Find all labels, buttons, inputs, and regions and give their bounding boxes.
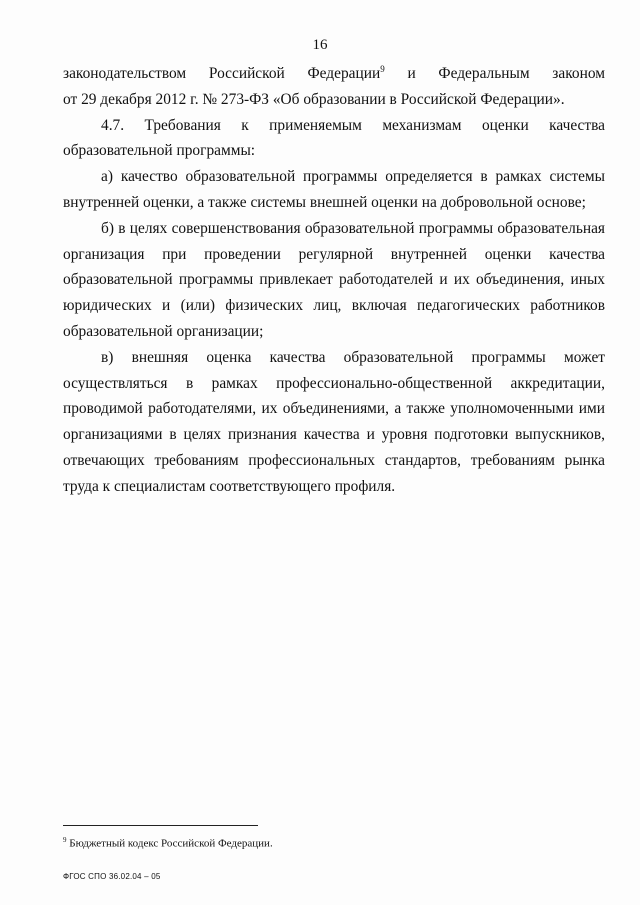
footnote-separator <box>63 825 258 826</box>
paragraph-text: и Федеральным законом <box>384 65 605 82</box>
paragraph-item-b: б) в целях совершенствования образовательной программы образовательная организация при проведении регулярной внутренней оценки качества образовательной программы привлекает работодателей и их объединения, иных юридических и (или) физических лиц, включая педагогических работников образовательной организации; <box>63 219 605 340</box>
paragraph-line <box>63 61 605 87</box>
footnote-reference: 9 <box>380 63 385 74</box>
paragraph-4-7: 4.7. Требования к применяемым механизмам оценки качества образовательной программы: <box>63 116 605 160</box>
body-text <box>63 61 605 500</box>
footnote <box>63 833 603 851</box>
footnote-mark: 9 <box>63 836 67 844</box>
paragraph-item-a: а) качество образовательной программы определяется в рамках системы внутренней оценки, а также системы внешней оценки на добровольной основе; <box>63 168 605 211</box>
footnote-text: Бюджетный кодекс Российской Федерации. <box>66 837 273 850</box>
paragraph-text: от 29 декабря 2012 г. № 273-ФЗ «Об образовании в Российской Федерации». <box>63 90 565 108</box>
page-number: 16 <box>312 37 328 53</box>
document-code: ФГОС СПО 36.02.04 – 05 <box>63 872 161 881</box>
paragraph-continuation <box>63 61 605 113</box>
paragraph-item-v: в) внешняя оценка качества образовательной программы может осуществляться в рамках профессионально-общественной аккредитации, проводимой работодателями, их объединениями, а также уполномоченными ими организациями в целях признания качества и уровня подготовки выпускников, отвечающих требованиям профессиональных стандартов, требованиям рынка труда к специалистам соответствующего профиля. <box>63 348 605 495</box>
paragraph-text: законодательством Российской Федерации <box>63 65 381 82</box>
